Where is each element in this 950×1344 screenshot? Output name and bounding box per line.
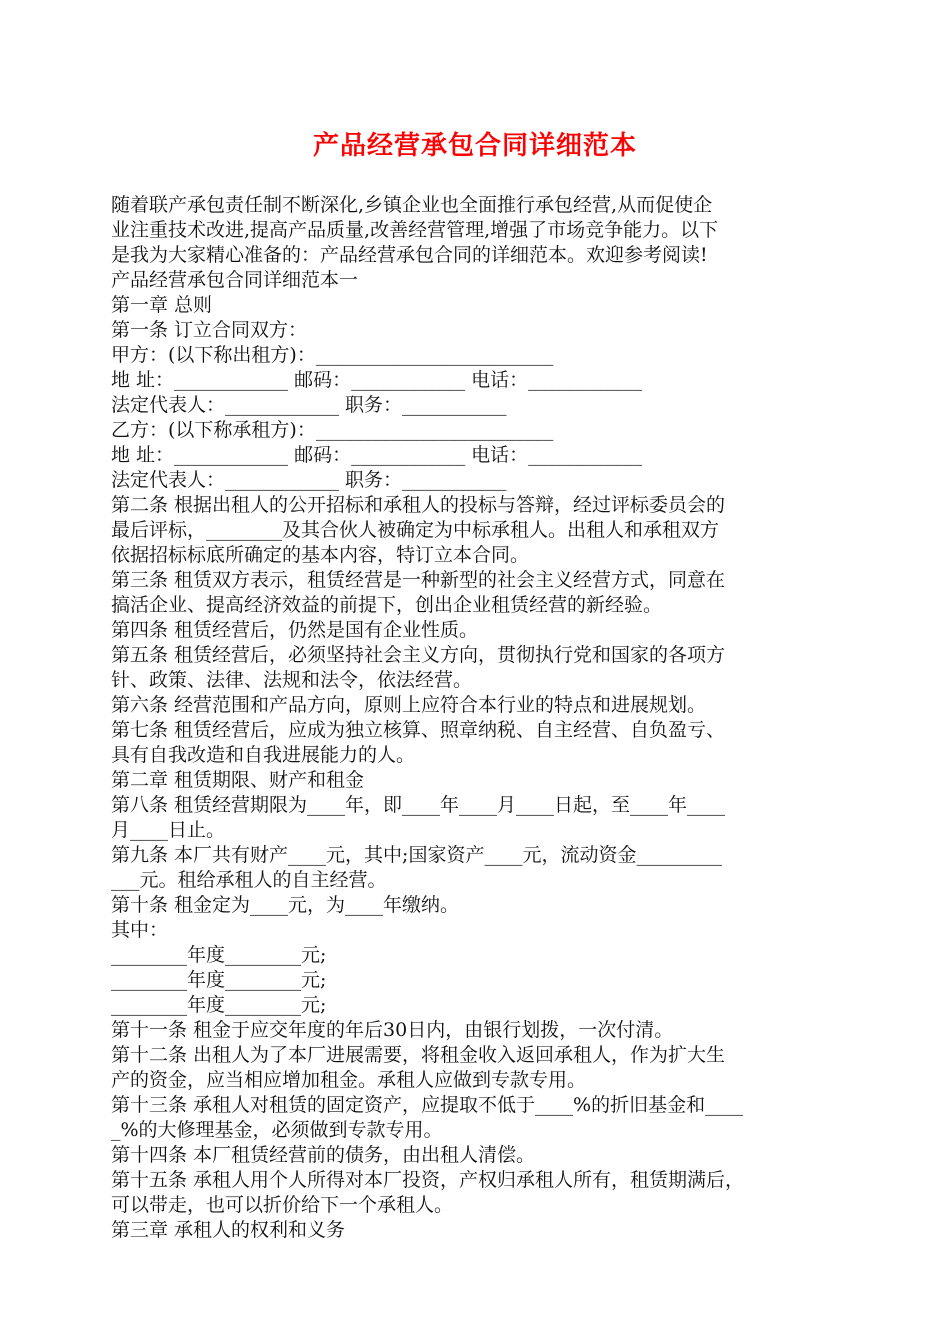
body-line: 第六条 经营范围和产品方向，原则上应符合本行业的特点和进展规划。 — [111, 694, 707, 716]
body-line: 依据招标标底所确定的基本内容，特订立本合同。 — [111, 544, 530, 566]
body-line: 地 址：____________ 邮码：____________ 电话：____________ — [111, 444, 643, 466]
body-line: 是我为大家精心准备的：产品经营承包合同的详细范本。欢迎参考阅读! — [111, 244, 708, 266]
body-line: ________年度________元; — [111, 944, 327, 966]
body-line: 乙方：(以下称承租方)：_________________________ — [111, 419, 554, 441]
body-line: ___元。租给承租人的自主经营。 — [111, 869, 387, 891]
body-line: 第七条 租赁经营后，应成为独立核算、照章纳税、自主经营、自负盈亏、 — [111, 719, 726, 741]
body-line: 第十一条 租金于应交年度的年后30日内，由银行划拨，一次付清。 — [111, 1019, 674, 1041]
body-line: 搞活企业、提高经济效益的前提下，创出企业租赁经营的新经验。 — [111, 594, 663, 616]
body-line: 第八条 租赁经营期限为____年，即____年____月____日起，至____年____ — [111, 794, 726, 816]
body-line: 产品经营承包合同详细范本一 — [111, 269, 359, 291]
body-line: 最后评标，________及其合伙人被确定为中标承租人。出租人和承租双方 — [111, 519, 720, 541]
body-line: 第一条 订立合同双方： — [111, 319, 308, 341]
body-line: 第十二条 出租人为了本厂进展需要，将租金收入返回承租人，作为扩大生 — [111, 1044, 726, 1066]
body-line: 地 址：____________ 邮码：____________ 电话：____________ — [111, 369, 643, 391]
body-line: 具有自我改造和自我进展能力的人。 — [111, 744, 416, 766]
body-line: 月____日止。 — [111, 819, 226, 841]
body-line: 其中： — [111, 919, 169, 941]
body-line: 针、政策、法律、法规和法令，依法经营。 — [111, 669, 473, 691]
body-line: 业注重技术改进,提高产品质量,改善经营管理,增强了市场竞争能力。以下 — [111, 219, 719, 241]
body-line: 第十五条 承租人用个人所得对本厂投资，产权归承租人所有，租赁期满后， — [111, 1169, 745, 1191]
body-line: 可以带走，也可以折价给下一个承租人。 — [111, 1194, 454, 1216]
body-line: 随着联产承包责任制不断深化,乡镇企业也全面推行承包经营,从而促使企 — [111, 194, 713, 216]
document-title: 产品经营承包合同详细范本 — [312, 131, 637, 161]
body-line: 第一章 总则 — [111, 294, 213, 316]
body-line: 产的资金，应当相应增加租金。承租人应做到专款专用。 — [111, 1069, 587, 1091]
body-line: 第十三条 承租人对租赁的固定资产，应提取不低于____%的折旧基金和____ — [111, 1094, 744, 1116]
body-line: 第三条 租赁双方表示，租赁经营是一种新型的社会主义经营方式，同意在 — [111, 569, 726, 591]
body-line: 第四条 租赁经营后，仍然是国有企业性质。 — [111, 619, 479, 641]
body-line: ________年度________元; — [111, 969, 327, 991]
body-line: 第三章 承租人的权利和义务 — [111, 1219, 346, 1241]
body-line: ________年度________元; — [111, 994, 327, 1016]
body-line: 甲方：(以下称出租方)：_________________________ — [111, 344, 554, 366]
body-line: 第二章 租赁期限、财产和租金 — [111, 769, 365, 791]
body-line: 第十条 租金定为____元，为____年缴纳。 — [111, 894, 460, 916]
body-line: 第二条 根据出租人的公开招标和承租人的投标与答辩，经过评标委员会的 — [111, 494, 726, 516]
document-body — [111, 193, 846, 1243]
body-line: 第五条 租赁经营后，必须坚持社会主义方向，贯彻执行党和国家的各项方 — [111, 644, 726, 666]
body-line: 第十四条 本厂租赁经营前的债务，由出租人清偿。 — [111, 1144, 536, 1166]
body-line: _%的大修理基金，必须做到专款专用。 — [111, 1119, 443, 1141]
body-line: 法定代表人：____________ 职务：___________ — [111, 394, 507, 416]
body-line: 第九条 本厂共有财产____元，其中;国家资产____元，流动资金_________ — [111, 844, 722, 866]
body-line: 法定代表人：____________ 职务：___________ — [111, 469, 507, 491]
